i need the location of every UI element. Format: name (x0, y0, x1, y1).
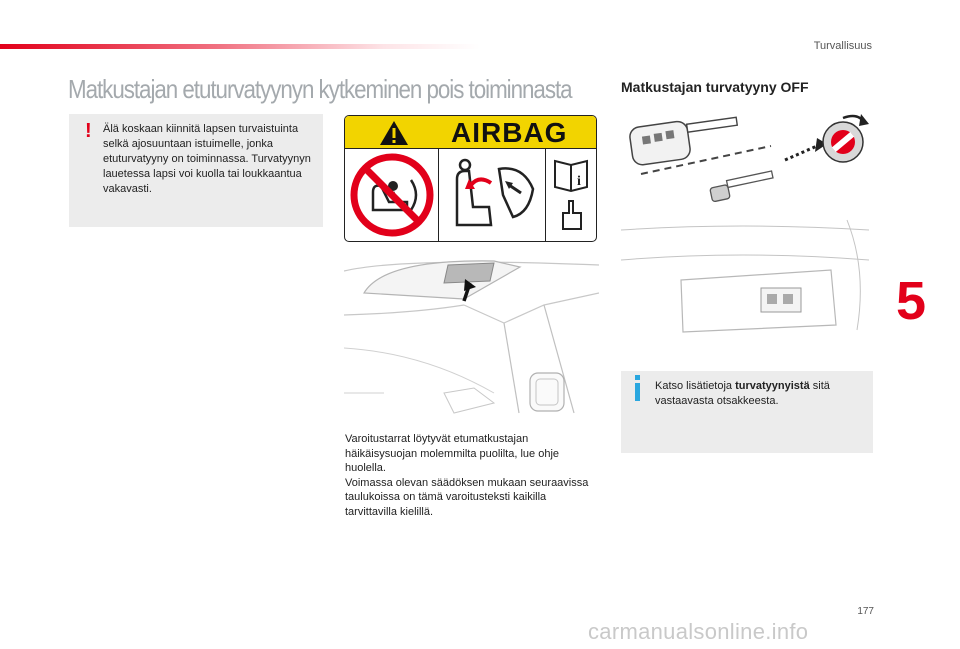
airbag-word: AIRBAG (451, 117, 568, 148)
airbag-label-header (345, 116, 596, 149)
info-icon (631, 375, 645, 401)
warning-triangle-icon (379, 120, 409, 146)
chapter-number: 5 (896, 271, 927, 331)
info-text-suffix: sitä vastaavasta otsakkeesta. (655, 380, 830, 407)
seat-airbag-icon (443, 155, 541, 235)
airbag-warning-label (344, 115, 597, 242)
watermark: carmanualsonline.info (588, 619, 809, 644)
vehicle-key-icon (629, 117, 738, 166)
no-child-seat-cell (345, 149, 439, 241)
page-title: Matkustajan etuturvatyynyn kytkeminen pois toiminnasta (68, 74, 572, 104)
info-link-airbags: turvatyynyistä (735, 380, 810, 392)
info-box (621, 371, 873, 453)
info-text-prefix: Katso lisätietoja (655, 380, 736, 392)
no-rear-facing-child-seat-icon (349, 152, 435, 238)
svg-text:i: i (577, 174, 581, 189)
section-name: Turvallisuus (813, 40, 872, 52)
airbag-switch-icon (823, 122, 863, 162)
key-switch-illustration (621, 110, 871, 335)
page-number: 177 (857, 606, 874, 617)
sun-visor-illustration (344, 253, 599, 418)
caption-paragraph-2: Voimassa olevan säädöksen mukaan seuraavissa taulukoissa on tämä varoitusteksti kaikilla tarvittavilla kielillä. (345, 476, 589, 518)
key-blade-icon (710, 171, 773, 202)
warning-mark: ! (85, 120, 92, 142)
warning-box (69, 114, 323, 227)
caption-paragraph-1: Varoitustarrat löytyvät etumatkustajan häikäisysuojan molemmilta puolilta, lue ohje huolella. (345, 433, 560, 474)
airbag-off-heading: Matkustajan turvatyyny OFF (621, 79, 809, 95)
manual-cell (546, 149, 596, 241)
info-text (655, 379, 865, 409)
top-accent-bar (0, 44, 480, 49)
warning-text: Älä koskaan kiinnitä lapsen turvaistuinta selkä ajosuuntaan istuimelle, jonka etuturvatyyny on toiminnassa. Turvatyynyn lauetessa lapsi voi kuolla tai loukkaantua vakavasti. (103, 123, 311, 195)
label-caption (345, 432, 600, 519)
seat-airbag-cell (439, 149, 546, 241)
read-manual-icon (551, 155, 591, 235)
